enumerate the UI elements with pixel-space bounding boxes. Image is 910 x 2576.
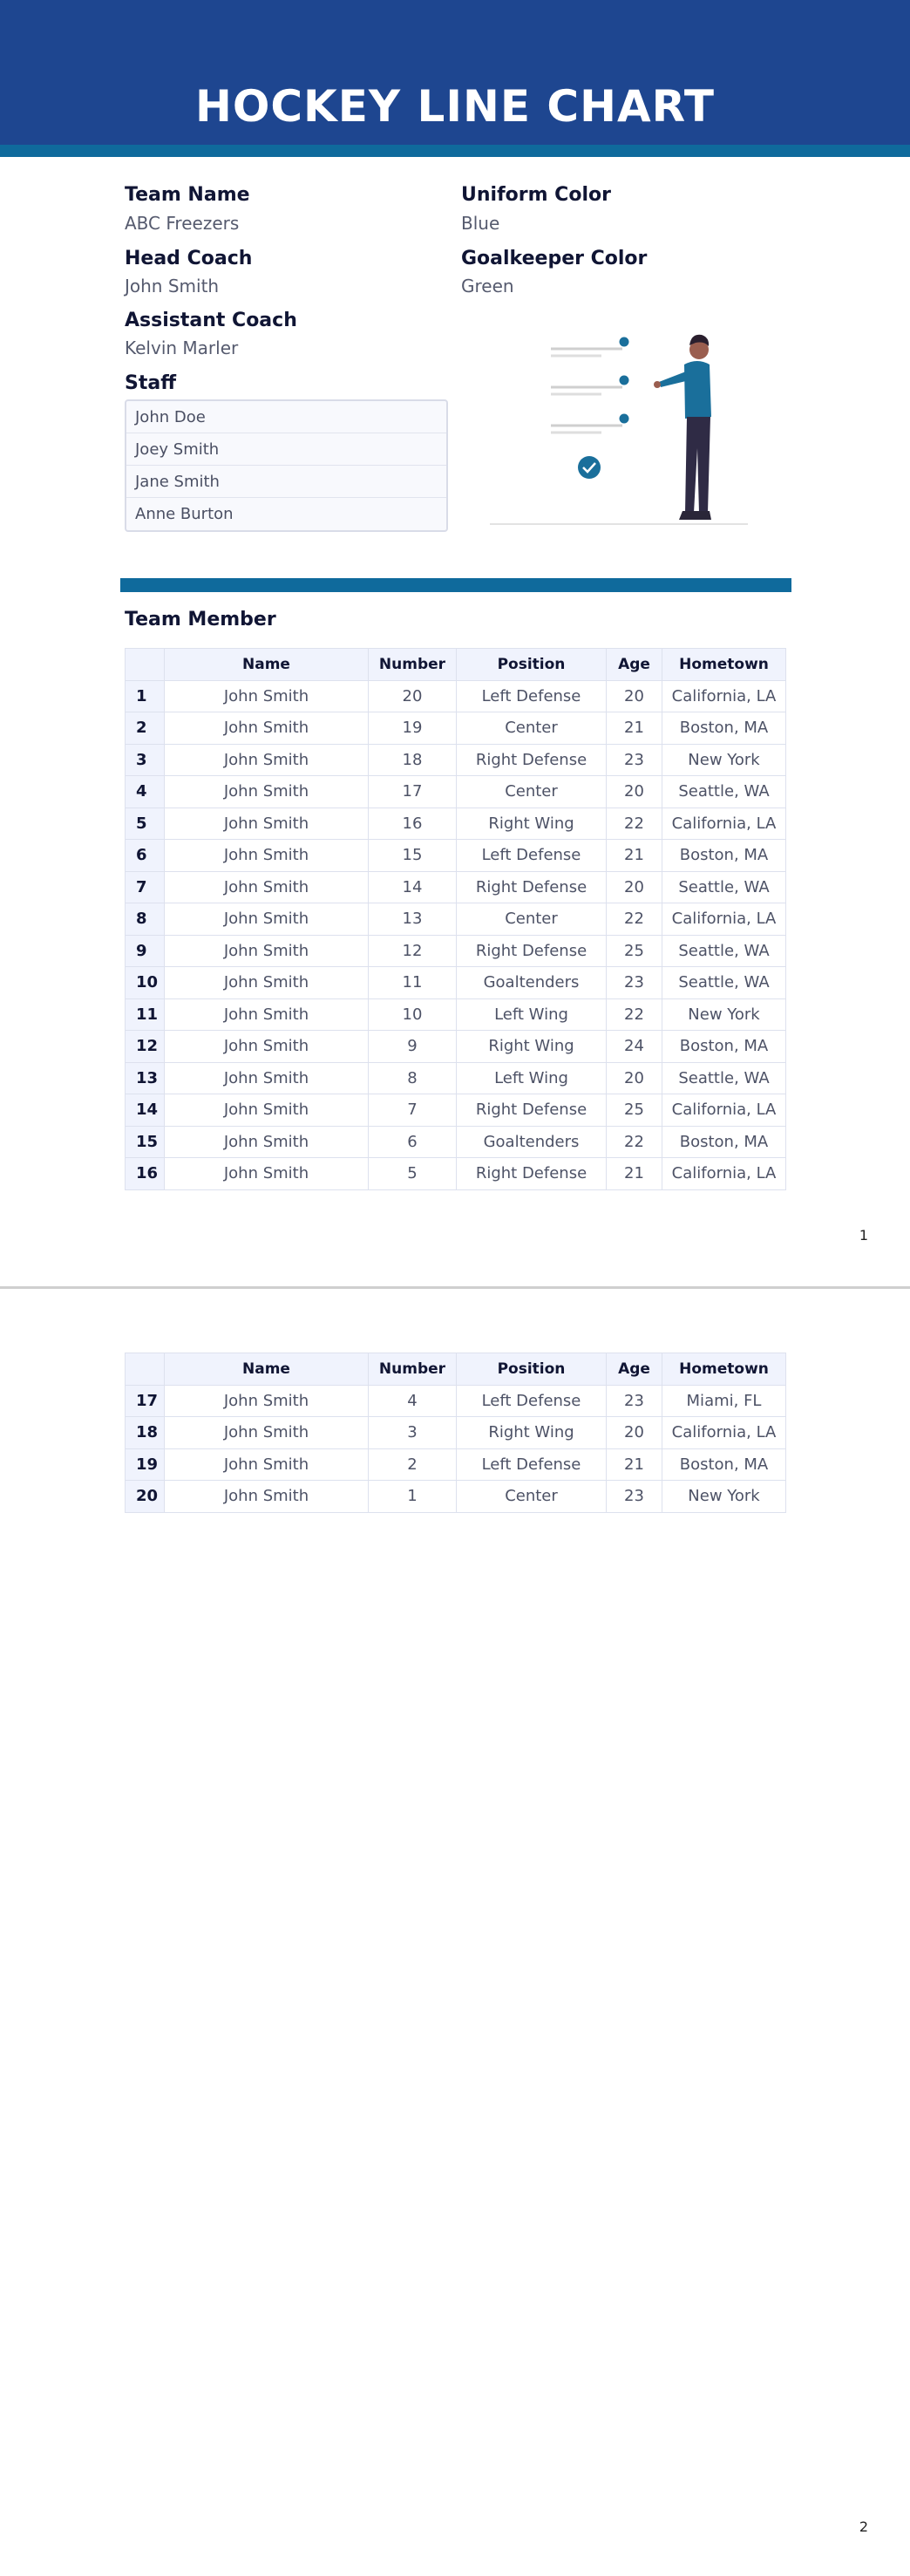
member-hometown: California, LA <box>662 1094 786 1127</box>
member-hometown: New York <box>662 1481 786 1513</box>
page-number: 2 <box>859 2518 868 2535</box>
member-position: Goaltenders <box>457 967 607 999</box>
goalkeeper-color-label: Goalkeeper Color <box>461 248 648 269</box>
member-name: John Smith <box>165 1094 369 1127</box>
member-number: 6 <box>369 1126 457 1158</box>
row-index: 20 <box>126 1481 165 1513</box>
member-number: 11 <box>369 967 457 999</box>
header-hometown: Hometown <box>662 649 786 681</box>
member-name: John Smith <box>165 935 369 967</box>
header-hometown: Hometown <box>662 1353 786 1386</box>
member-hometown: California, LA <box>662 903 786 936</box>
uniform-color-label: Uniform Color <box>461 184 611 206</box>
table-row <box>126 840 786 872</box>
member-position: Left Defense <box>457 680 607 712</box>
member-age: 22 <box>607 998 662 1031</box>
member-hometown: Boston, MA <box>662 840 786 872</box>
member-hometown: New York <box>662 998 786 1031</box>
member-name: John Smith <box>165 808 369 840</box>
member-number: 14 <box>369 871 457 903</box>
member-position: Left Defense <box>457 1385 607 1417</box>
member-name: John Smith <box>165 1385 369 1417</box>
table-row <box>126 1448 786 1481</box>
member-name: John Smith <box>165 903 369 936</box>
table-row <box>126 1417 786 1449</box>
member-age: 21 <box>607 1158 662 1190</box>
member-position: Right Defense <box>457 1094 607 1127</box>
row-index: 14 <box>126 1094 165 1127</box>
member-age: 23 <box>607 967 662 999</box>
member-position: Right Wing <box>457 1031 607 1063</box>
header-age: Age <box>607 649 662 681</box>
member-number: 12 <box>369 935 457 967</box>
member-number: 17 <box>369 776 457 808</box>
member-name: John Smith <box>165 1158 369 1190</box>
member-age: 22 <box>607 903 662 936</box>
member-age: 20 <box>607 1062 662 1094</box>
row-index: 3 <box>126 744 165 776</box>
member-age: 25 <box>607 1094 662 1127</box>
row-index: 15 <box>126 1126 165 1158</box>
member-age: 20 <box>607 871 662 903</box>
member-hometown: California, LA <box>662 680 786 712</box>
member-number: 1 <box>369 1481 457 1513</box>
table-row <box>126 935 786 967</box>
row-index: 4 <box>126 776 165 808</box>
table-row <box>126 967 786 999</box>
staff-label: Staff <box>125 372 177 394</box>
row-index: 9 <box>126 935 165 967</box>
member-number: 2 <box>369 1448 457 1481</box>
member-age: 25 <box>607 935 662 967</box>
row-index: 10 <box>126 967 165 999</box>
section-divider <box>120 578 791 592</box>
table-row <box>126 998 786 1031</box>
member-hometown: Boston, MA <box>662 1126 786 1158</box>
uniform-color-value: Blue <box>461 213 500 234</box>
member-number: 7 <box>369 1094 457 1127</box>
member-hometown: California, LA <box>662 1417 786 1449</box>
member-position: Right Defense <box>457 935 607 967</box>
member-number: 15 <box>369 840 457 872</box>
header-index <box>126 1353 165 1386</box>
goalkeeper-color-value: Green <box>461 276 514 296</box>
row-index: 11 <box>126 998 165 1031</box>
member-number: 4 <box>369 1385 457 1417</box>
table-row <box>126 903 786 936</box>
staff-list <box>125 399 448 532</box>
table-row <box>126 680 786 712</box>
member-age: 21 <box>607 1448 662 1481</box>
member-hometown: New York <box>662 744 786 776</box>
table-row <box>126 1126 786 1158</box>
member-hometown: Seattle, WA <box>662 1062 786 1094</box>
member-hometown: California, LA <box>662 808 786 840</box>
member-hometown: Seattle, WA <box>662 967 786 999</box>
member-age: 22 <box>607 808 662 840</box>
member-position: Right Wing <box>457 808 607 840</box>
row-index: 16 <box>126 1158 165 1190</box>
member-number: 3 <box>369 1417 457 1449</box>
staff-item: John Doe <box>126 401 446 433</box>
member-number: 8 <box>369 1062 457 1094</box>
member-name: John Smith <box>165 998 369 1031</box>
member-number: 16 <box>369 808 457 840</box>
staff-item: Joey Smith <box>126 433 446 466</box>
member-position: Goaltenders <box>457 1126 607 1158</box>
member-age: 21 <box>607 840 662 872</box>
member-number: 5 <box>369 1158 457 1190</box>
table-header-row <box>126 649 786 681</box>
member-name: John Smith <box>165 967 369 999</box>
member-hometown: Miami, FL <box>662 1385 786 1417</box>
member-age: 24 <box>607 1031 662 1063</box>
member-hometown: Boston, MA <box>662 1448 786 1481</box>
assistant-coach-label: Assistant Coach <box>125 310 297 331</box>
member-age: 20 <box>607 776 662 808</box>
table-row <box>126 776 786 808</box>
member-position: Right Defense <box>457 871 607 903</box>
table-row <box>126 744 786 776</box>
member-hometown: Seattle, WA <box>662 871 786 903</box>
member-name: John Smith <box>165 1448 369 1481</box>
row-index: 8 <box>126 903 165 936</box>
member-age: 23 <box>607 1385 662 1417</box>
member-name: John Smith <box>165 712 369 745</box>
row-index: 17 <box>126 1385 165 1417</box>
table-row <box>126 712 786 745</box>
table-row <box>126 1158 786 1190</box>
member-name: John Smith <box>165 776 369 808</box>
table-row <box>126 1385 786 1417</box>
member-number: 19 <box>369 712 457 745</box>
table-row <box>126 1481 786 1513</box>
member-position: Center <box>457 1481 607 1513</box>
member-position: Left Wing <box>457 1062 607 1094</box>
row-index: 12 <box>126 1031 165 1063</box>
member-hometown: Boston, MA <box>662 1031 786 1063</box>
member-name: John Smith <box>165 871 369 903</box>
team-name-value: ABC Freezers <box>125 213 240 234</box>
header-name: Name <box>165 649 369 681</box>
row-index: 6 <box>126 840 165 872</box>
header-age: Age <box>607 1353 662 1386</box>
member-position: Center <box>457 903 607 936</box>
member-position: Right Wing <box>457 1417 607 1449</box>
checklist-person-illustration <box>490 326 751 532</box>
member-hometown: California, LA <box>662 1158 786 1190</box>
table-row <box>126 808 786 840</box>
member-position: Center <box>457 776 607 808</box>
member-number: 10 <box>369 998 457 1031</box>
member-name: John Smith <box>165 680 369 712</box>
table-row <box>126 1062 786 1094</box>
member-hometown: Seattle, WA <box>662 935 786 967</box>
member-name: John Smith <box>165 1062 369 1094</box>
member-hometown: Seattle, WA <box>662 776 786 808</box>
row-index: 2 <box>126 712 165 745</box>
member-position: Left Defense <box>457 840 607 872</box>
member-name: John Smith <box>165 1031 369 1063</box>
table-row <box>126 1094 786 1127</box>
member-number: 18 <box>369 744 457 776</box>
team-name-label: Team Name <box>125 184 250 206</box>
row-index: 7 <box>126 871 165 903</box>
row-index: 1 <box>126 680 165 712</box>
member-age: 21 <box>607 712 662 745</box>
header-name: Name <box>165 1353 369 1386</box>
page-title: HOCKEY LINE CHART <box>194 81 716 132</box>
table-row <box>126 1031 786 1063</box>
member-position: Right Defense <box>457 744 607 776</box>
staff-item: Anne Burton <box>135 505 234 523</box>
member-number: 9 <box>369 1031 457 1063</box>
member-position: Left Defense <box>457 1448 607 1481</box>
member-age: 20 <box>607 680 662 712</box>
header-stripe <box>0 145 910 157</box>
team-member-heading: Team Member <box>125 609 276 630</box>
member-position: Center <box>457 712 607 745</box>
staff-item: Jane Smith <box>126 466 446 498</box>
member-age: 23 <box>607 744 662 776</box>
head-coach-label: Head Coach <box>125 248 253 269</box>
member-age: 23 <box>607 1481 662 1513</box>
header-position: Position <box>457 1353 607 1386</box>
member-number: 20 <box>369 680 457 712</box>
member-name: John Smith <box>165 1481 369 1513</box>
member-number: 13 <box>369 903 457 936</box>
page-2 <box>0 1289 910 2576</box>
team-member-table <box>125 648 786 1190</box>
row-index: 5 <box>126 808 165 840</box>
member-name: John Smith <box>165 744 369 776</box>
header-number: Number <box>369 1353 457 1386</box>
header-number: Number <box>369 649 457 681</box>
header-index <box>126 649 165 681</box>
table-header-row <box>126 1353 786 1386</box>
row-index: 13 <box>126 1062 165 1094</box>
header-position: Position <box>457 649 607 681</box>
row-index: 18 <box>126 1417 165 1449</box>
member-name: John Smith <box>165 840 369 872</box>
page-number: 1 <box>859 1227 868 1244</box>
member-position: Left Wing <box>457 998 607 1031</box>
row-index: 19 <box>126 1448 165 1481</box>
member-age: 20 <box>607 1417 662 1449</box>
member-age: 22 <box>607 1126 662 1158</box>
table-row <box>126 871 786 903</box>
member-position: Right Defense <box>457 1158 607 1190</box>
team-member-table-continued <box>125 1353 786 1513</box>
page-1 <box>0 0 910 1287</box>
head-coach-value: John Smith <box>125 276 220 296</box>
member-name: John Smith <box>165 1417 369 1449</box>
assistant-coach-value: Kelvin Marler <box>125 337 239 358</box>
member-name: John Smith <box>165 1126 369 1158</box>
member-hometown: Boston, MA <box>662 712 786 745</box>
